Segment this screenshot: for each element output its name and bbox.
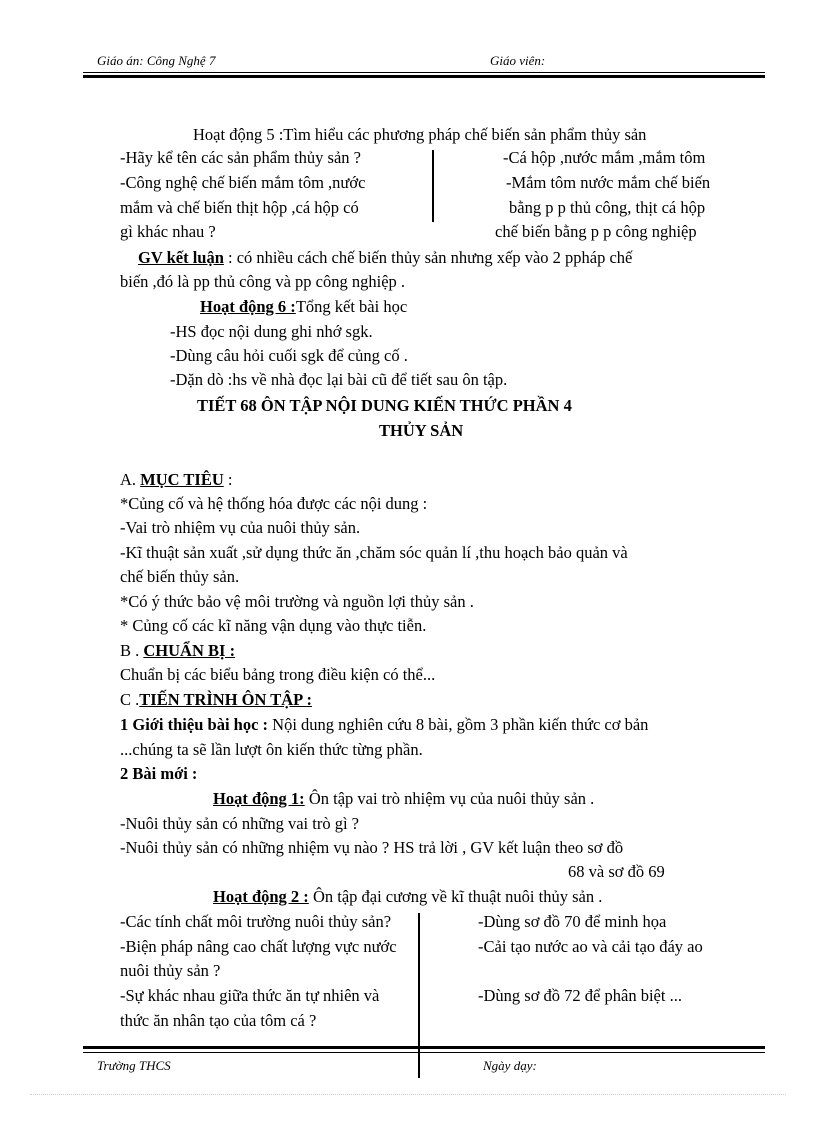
act2-answer-2: -Cải tạo nước ao và cải tạo đáy ao xyxy=(478,937,703,956)
act2-question-3a: -Sự khác nhau giữa thức ăn tự nhiên và xyxy=(120,986,380,1005)
section-a-line-5: *Có ý thức bảo vệ môi trường và nguồn lợi thủy sản . xyxy=(120,592,474,611)
act2-answer-3: -Dùng sơ đồ 72 để phân biệt ... xyxy=(478,986,682,1005)
act1-question-2: -Nuôi thủy sản có những nhiệm vụ nào ? HS trả lời , GV kết luận theo sơ đồ xyxy=(120,838,624,857)
act2-label: Hoạt động 2 : xyxy=(213,887,309,906)
section-c-intro-cont: ...chúng ta sẽ lần lượt ôn kiến thức từng phần. xyxy=(120,740,423,759)
section-a-label: MỤC TIÊU xyxy=(140,470,224,489)
act2-heading xyxy=(213,887,602,907)
section-a-suffix: : xyxy=(223,470,233,489)
header-rule-thick xyxy=(83,75,765,78)
section-c-label: TIẾN TRÌNH ÔN TẬP : xyxy=(139,690,312,709)
section-c-prefix: C . xyxy=(120,690,140,709)
act1-question-1: -Nuôi thủy sản có những vai trò gì ? xyxy=(120,814,359,833)
footer-right: Ngày dạy: xyxy=(483,1058,537,1073)
act2-question-2b: nuôi thủy sản ? xyxy=(120,961,221,980)
act6-label: Hoạt động 6 : xyxy=(200,297,296,316)
act5-answer-1: -Cá hộp ,nước mắm ,mắm tôm xyxy=(503,148,706,167)
section-b-label: CHUẨN BỊ : xyxy=(143,641,236,660)
act5-question-2a: -Công nghệ chế biến mắm tôm ,nước xyxy=(120,173,366,192)
act5-question-2c: gì khác nhau ? xyxy=(120,222,216,241)
section-a-line-6: * Củng cố các kĩ năng vận dụng vào thực tiễn. xyxy=(120,616,427,635)
page-bottom-dotted-line xyxy=(30,1094,786,1095)
lesson-title-line-1: TIẾT 68 ÔN TẬP NỘI DUNG KIẾN THỨC PHẦN 4 xyxy=(197,396,572,415)
act5-answer-2a: -Mắm tôm nước mắm chế biến xyxy=(506,173,711,192)
footer-left: Trường THCS xyxy=(97,1058,171,1073)
footer-rule-thin xyxy=(83,1052,765,1053)
act6-line-3: -Dặn dò :hs về nhà đọc lại bài cũ để tiết sau ôn tập. xyxy=(170,370,508,389)
section-a-prefix: A. xyxy=(120,470,141,489)
gv-conclusion-line-1 xyxy=(138,248,632,268)
lesson-title-line-2: THỦY SẢN xyxy=(379,421,464,440)
act2-question-3b: thức ăn nhân tạo của tôm cá ? xyxy=(120,1011,317,1030)
act6-title: Tổng kết bài học xyxy=(295,297,408,316)
section-c-new-lesson: 2 Bài mới : xyxy=(120,764,198,783)
section-a-heading xyxy=(120,470,232,490)
section-a-line-2: -Vai trò nhiệm vụ của nuôi thủy sản. xyxy=(120,518,361,537)
section-c-intro-label: 1 Giới thiệu bài học : xyxy=(120,715,269,734)
act5-answer-2b: bằng p p thủ công, thịt cá hộp xyxy=(509,198,706,217)
section-b-heading xyxy=(120,641,235,661)
act2-title: Ôn tập đại cương về kĩ thuật nuôi thủy sản . xyxy=(308,887,603,906)
act5-question-1: -Hãy kể tên các sản phẩm thủy sản ? xyxy=(120,148,361,167)
act2-question-2a: -Biện pháp nâng cao chất lượng vực nước xyxy=(120,937,397,956)
section-a-line-4: chế biến thủy sản. xyxy=(120,567,240,586)
section-c-heading xyxy=(120,690,312,710)
act5-column-divider xyxy=(432,150,434,222)
section-b-prefix: B . xyxy=(120,641,144,660)
gv-conclusion-line-2: biến ,đó là pp thủ công và pp công nghiệp . xyxy=(120,272,406,291)
act1-question-2-cont: 68 và sơ đồ 69 xyxy=(568,862,665,881)
gv-conclusion-text: : có nhiều cách chế biến thủy sản nhưng xếp vào 2 ppháp chế xyxy=(223,248,633,267)
act5-answer-2c: chế biến bằng p p công nghiệp xyxy=(495,222,697,241)
section-b-line-1: Chuẩn bị các biểu bảng trong điều kiện có thể... xyxy=(120,665,436,684)
section-a-line-3: -Kĩ thuật sản xuất ,sử dụng thức ăn ,chăm sóc quản lí ,thu hoạch bảo quản và xyxy=(120,543,628,562)
header-rule-thin xyxy=(83,72,765,73)
act6-line-1: -HS đọc nội dung ghi nhớ sgk. xyxy=(170,322,373,341)
section-c-intro xyxy=(120,715,648,735)
act6-line-2: -Dùng câu hỏi cuối sgk để củng cố . xyxy=(170,346,408,365)
act2-column-divider xyxy=(418,913,420,1078)
act1-title: Ôn tập vai trò nhiệm vụ của nuôi thủy sản . xyxy=(304,789,595,808)
header-right: Giáo viên: xyxy=(490,53,546,68)
act1-heading xyxy=(213,789,594,809)
section-a-line-1: *Củng cố và hệ thống hóa được các nội dung : xyxy=(120,494,428,513)
act5-heading: Hoạt động 5 :Tìm hiểu các phương pháp chế biến sản phẩm thủy sản xyxy=(193,125,647,144)
act1-label: Hoạt động 1: xyxy=(213,789,305,808)
section-c-intro-text: Nội dung nghiên cứu 8 bài, gồm 3 phần kiến thức cơ bản xyxy=(268,715,649,734)
act6-heading xyxy=(200,297,407,317)
act2-answer-1: -Dùng sơ đồ 70 để minh họa xyxy=(478,912,667,931)
gv-conclusion-label: GV kết luận xyxy=(138,248,224,267)
act2-question-1: -Các tính chất môi trường nuôi thủy sản? xyxy=(120,912,392,931)
footer-rule-thick xyxy=(83,1046,765,1049)
act5-question-2b: mắm và chế biến thịt hộp ,cá hộp có xyxy=(120,198,359,217)
header-left: Giáo án: Công Nghệ 7 xyxy=(97,53,216,68)
